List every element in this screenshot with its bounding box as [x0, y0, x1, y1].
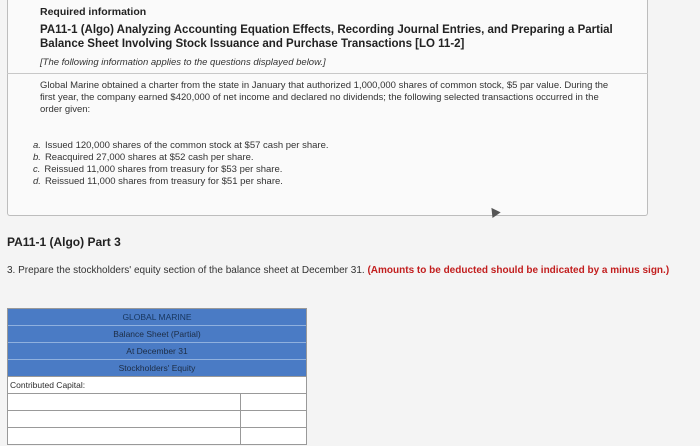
- required-information-label: Required information: [40, 6, 147, 18]
- amount-cell[interactable]: [241, 411, 306, 427]
- amount-input[interactable]: [241, 412, 306, 428]
- statement-name: Balance Sheet (Partial): [8, 326, 306, 343]
- transaction-item: d. Reissued 11,000 shares from treasury for $51 per share.: [33, 176, 283, 187]
- amount-input[interactable]: [241, 429, 306, 445]
- amount-cell[interactable]: [241, 394, 306, 410]
- part-heading: PA11-1 (Algo) Part 3: [7, 235, 121, 249]
- section-name: Stockholders' Equity: [8, 360, 306, 377]
- amount-cell[interactable]: [241, 428, 306, 444]
- problem-description: Global Marine obtained a charter from the state in January that authorized 1,000,000 shares of common stock, $5 par value. During the first year, the company earned $420,000 of net income and declared no dividends; the following selected transactions occurred in the order given:: [40, 80, 609, 115]
- account-cell[interactable]: [8, 428, 241, 444]
- statement-date: At December 31: [8, 343, 306, 360]
- account-input[interactable]: [8, 412, 240, 428]
- transaction-item: c. Reissued 11,000 shares from treasury for $53 per share.: [33, 164, 283, 175]
- account-input[interactable]: [8, 429, 240, 445]
- balance-sheet-table: [7, 308, 307, 445]
- account-cell[interactable]: [8, 411, 241, 427]
- company-name: GLOBAL MARINE: [8, 309, 306, 326]
- divider: [7, 73, 648, 74]
- transaction-item: b. Reacquired 27,000 shares at $52 cash per share.: [33, 152, 254, 163]
- transaction-item: a. Issued 120,000 shares of the common stock at $57 cash per share.: [33, 140, 329, 151]
- question-note: (Amounts to be deducted should be indicated by a minus sign.): [367, 265, 670, 276]
- problem-title: PA11-1 (Algo) Analyzing Accounting Equation Effects, Recording Journal Entries, and Preparing a Partial Balance Sheet Involving Stock Issuance and Purchase Transactions [LO 11-2]: [40, 24, 613, 50]
- applies-note: [The following information applies to the questions displayed below.]: [40, 57, 326, 68]
- table-row: [8, 394, 306, 411]
- transaction-list: [33, 140, 329, 188]
- table-row: [8, 411, 306, 428]
- amount-input[interactable]: [241, 395, 306, 411]
- account-cell[interactable]: [8, 394, 241, 410]
- account-input[interactable]: [8, 395, 240, 411]
- question-text: 3. Prepare the stockholders' equity section of the balance sheet at December 31. (Amounts to be deducted should be indicated by a minus sign.): [7, 265, 670, 276]
- table-row: [8, 428, 306, 445]
- balance-sheet-header: [8, 309, 306, 377]
- contributed-capital-label: Contributed Capital:: [8, 377, 306, 394]
